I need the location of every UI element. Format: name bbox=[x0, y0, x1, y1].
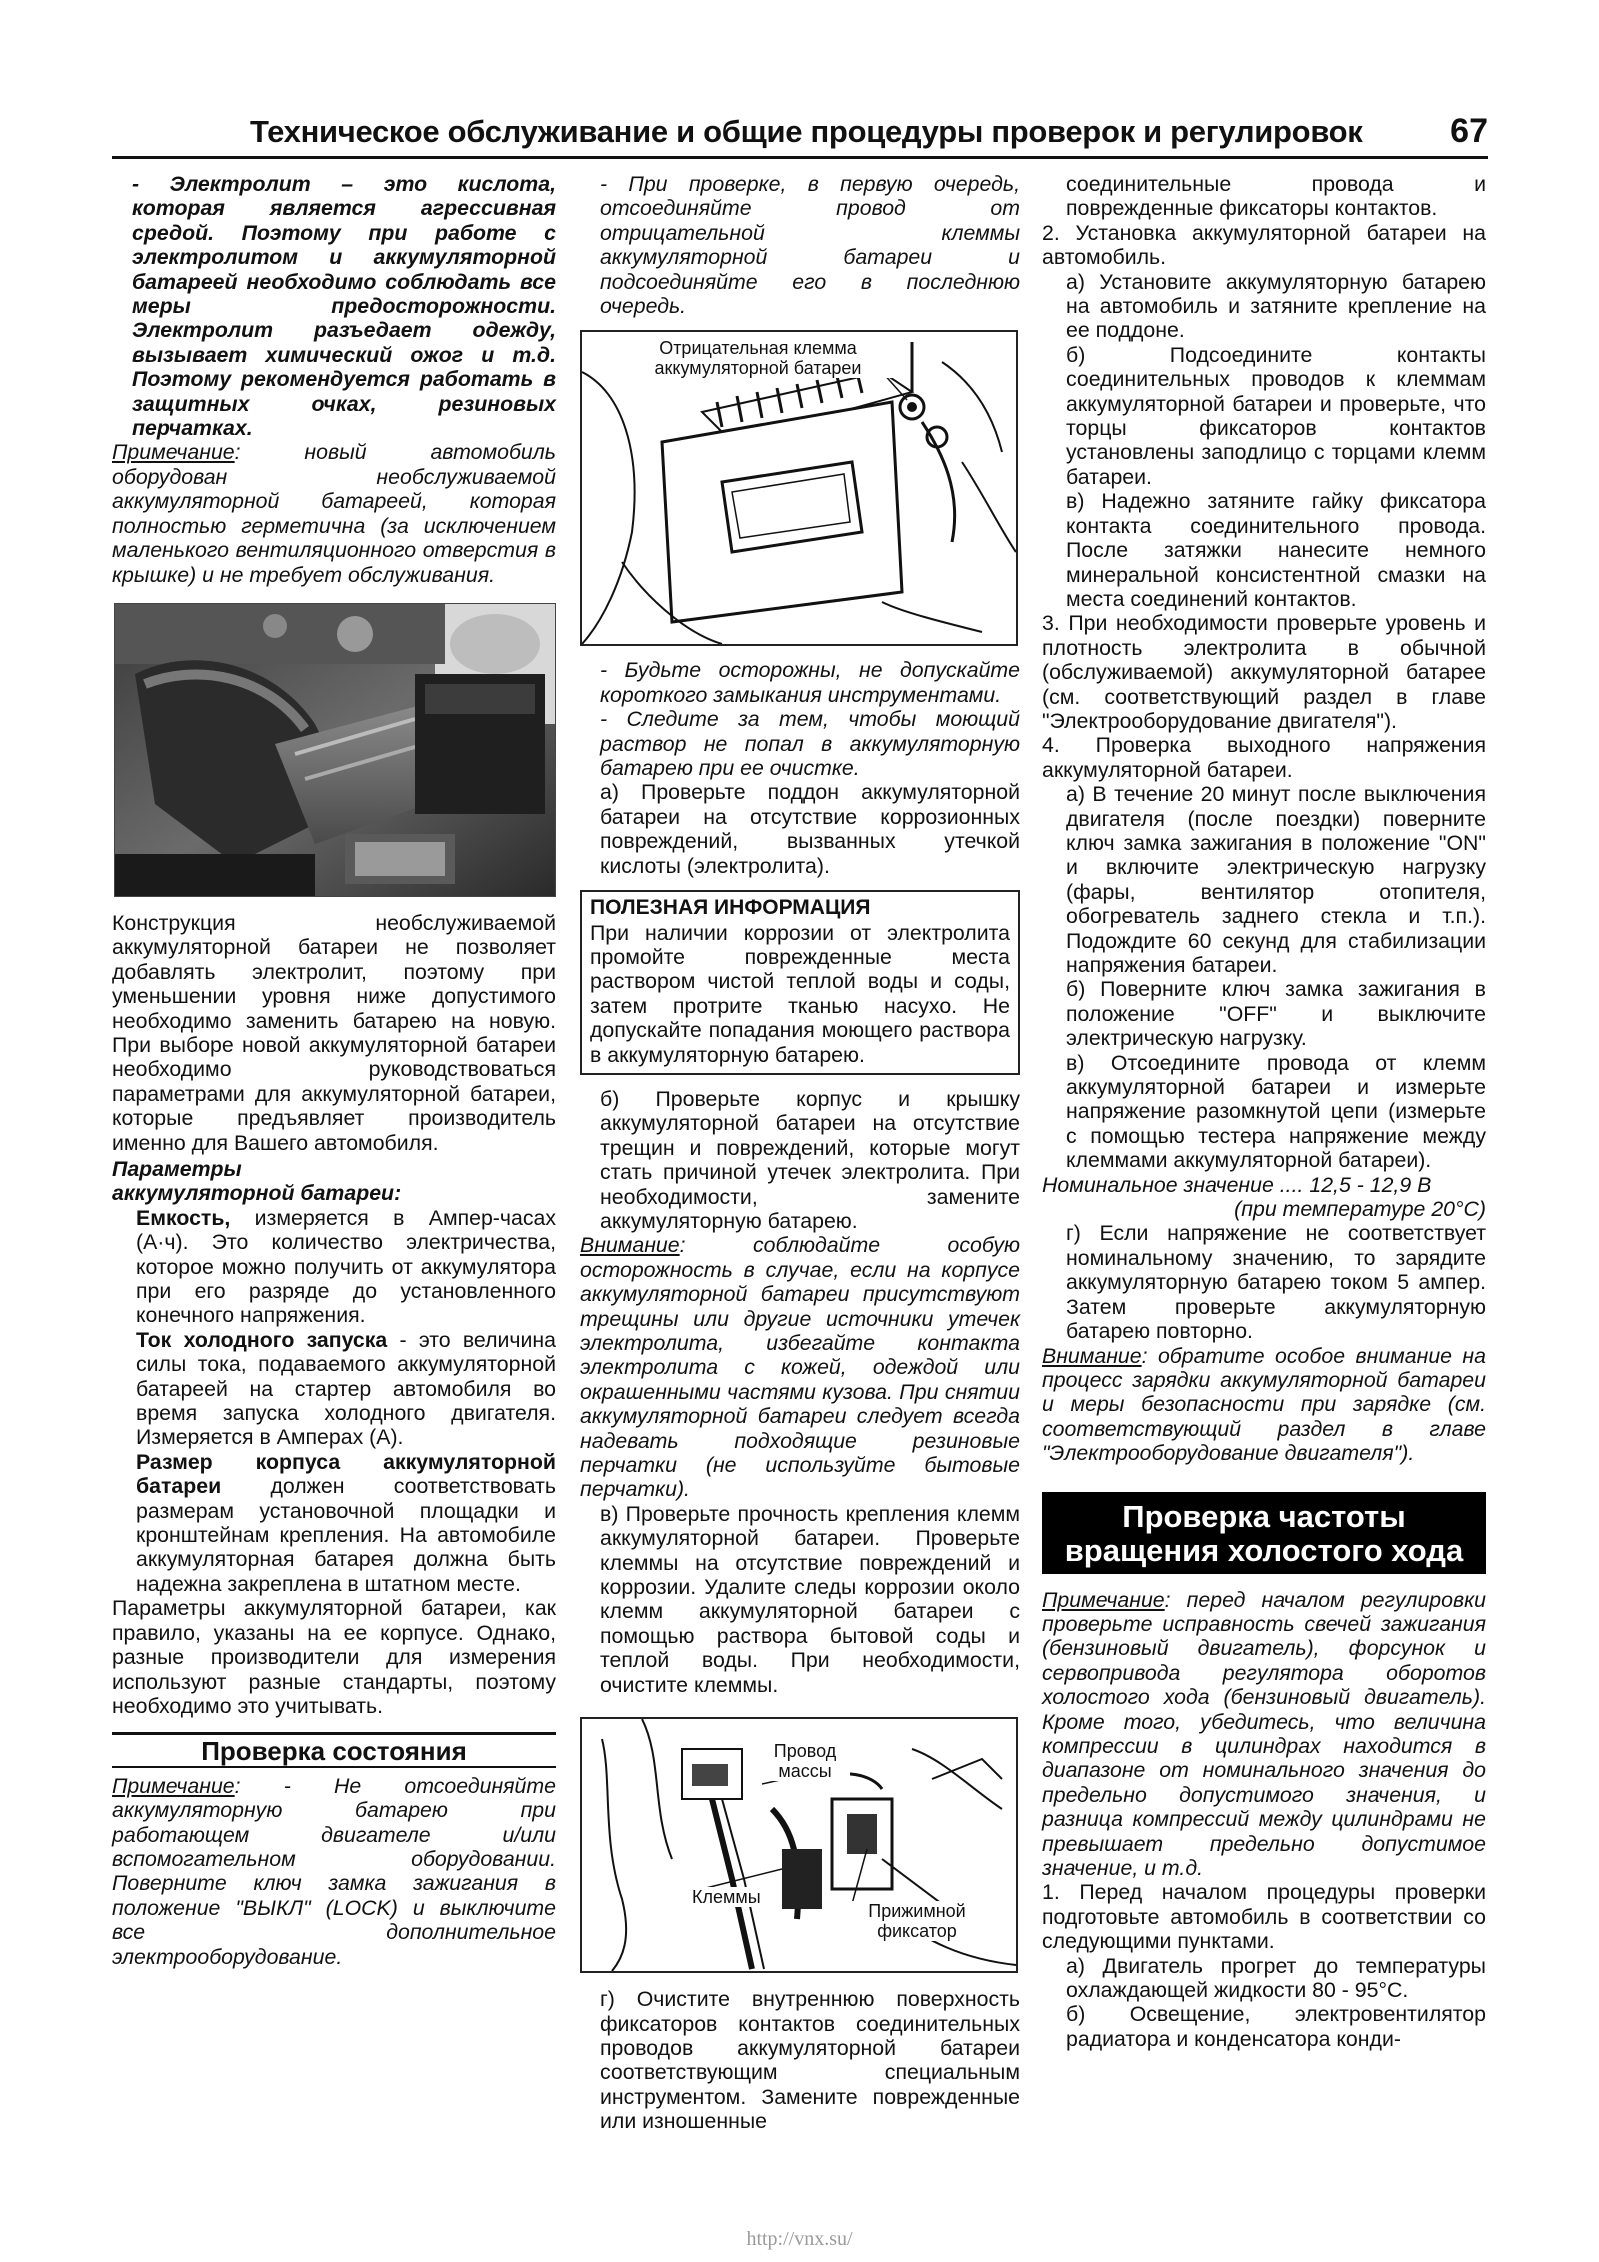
c3-item2: 2. Установка аккумуляторной батареи на автомобиль. bbox=[1042, 220, 1486, 270]
c3-i1: 1. Перед началом процедуры проверки подготовьте автомобиль в соответствии со следующими пунктами. bbox=[1042, 1880, 1486, 1954]
c3-item4v: в) Отсоедините провода от клемм аккумуляторной батареи и измерьте напряжение разомкнутой цепи (измерьте с помощью тестера напряжение между клеммами аккумуляторной батареи). bbox=[1066, 1050, 1486, 1173]
c3-i1a: а) Двигатель прогрет до температуры охлаждающей жидкости 80 - 95°С. bbox=[1066, 1953, 1486, 2003]
section-rule-bottom bbox=[112, 1766, 556, 1768]
fig1-label-text: Отрицательная клемма аккумуляторной батареи bbox=[654, 338, 862, 379]
attention-label: Внимание bbox=[580, 1233, 680, 1258]
note-do-not-disconnect bbox=[112, 1774, 556, 1969]
param-size-term: Размер корпуса аккумуляторной батареи bbox=[136, 1449, 556, 1499]
c3-item4g: г) Если напряжение не соответствует номинальному значению, то зарядите аккумуляторную батарею током 5 ампер. Затем проверьте аккумуляторную батарею повторно. bbox=[1066, 1221, 1486, 1344]
c3-attention-text: : обратите особое внимание на процесс зарядки аккумуляторной батареи и меры безопасности при зарядке (см. соответствующий раздел в главе "Электрооборудование двигателя"). bbox=[1042, 1343, 1486, 1466]
c3-item3: 3. При необходимости проверьте уровень и плотность электролита в обычной (обслуживаемой) аккумуляторной батарее (см. соответствующий раздел в главе "Электрооборудование двигателя"). bbox=[1042, 611, 1486, 733]
section-title-condition: Проверка состояния bbox=[201, 1736, 467, 1767]
note2-text: : - Не отсоединяйте аккумуляторную батарею при работающем двигателе и/или вспомогательном оборудовании. Поверните ключ замка зажигания в положение "ВЫКЛ" (LOCK) и выключите все дополнительное электрооборудование. bbox=[112, 1773, 556, 1969]
c3-note-text: : перед началом регулировки проверьте исправность свечей зажигания (бензиновый двигатель), форсунок и сервопривода регулятора оборотов холостого хода (бензиновый двигатель). Кроме того, убедитесь, что величина компрессии в цилиндрах находится в диапазоне от номинального значения до предельно допустимого значения, и разница компрессий между цилиндрами не превышает предельно допустимое значение, и т.д. bbox=[1042, 1587, 1486, 1880]
fig2-label-terminals bbox=[690, 1887, 763, 1907]
chapter-title: Техническое обслуживание и общие процедуры проверок и регулировок bbox=[250, 114, 1363, 149]
fig2-label-wire bbox=[760, 1741, 850, 1781]
fig1-label bbox=[622, 338, 894, 378]
param-capacity bbox=[112, 1206, 556, 1328]
c3-item2b: б) Подсоедините контакты соединительных проводов к клеммам аккумуляторной батареи и проверьте, что торцы фиксаторов контактов установлены заподлицо с торцами клемм батареи. bbox=[1066, 342, 1486, 489]
attention-cracks bbox=[580, 1233, 1020, 1501]
column-2 bbox=[580, 172, 1020, 2134]
running-header bbox=[112, 110, 1488, 159]
paragraph-params-label: Параметры аккумуляторной батареи, как правило, указаны на ее корпусе. Однако, разные производители для измерения используют разные стандарты, поэтому необходимо это учитывать. bbox=[112, 1596, 556, 1718]
caution-short-circuit: - Будьте осторожны, не допускайте короткого замыкания инструментами. bbox=[600, 658, 1020, 707]
battery-terminal-drawing-icon bbox=[582, 332, 1016, 644]
c3-nominal-temp: (при температуре 20°С) bbox=[1234, 1197, 1486, 1222]
engine-bay-photo-icon bbox=[115, 604, 555, 896]
param-capacity-term: Емкость, bbox=[136, 1205, 231, 1230]
disconnect-negative-first: - При проверке, в первую очередь, отсоединяйте провод от отрицательной клеммы аккумуляторной батареи и подсоединяйте его в последнюю очередь. bbox=[600, 172, 1020, 319]
figure-negative-terminal bbox=[580, 330, 1018, 646]
note-label: Примечание bbox=[112, 440, 235, 465]
useful-info-text: При наличии коррозии от электролита промойте поврежденные места раствором чистой теплой воды и соды, затем протрите тканью насухо. Не допускайте попадания моющего раствора в аккумуляторную батарею. bbox=[590, 920, 1010, 1067]
param-cold-cranking bbox=[112, 1328, 556, 1450]
note2-label: Примечание bbox=[112, 1773, 235, 1798]
c3-continuation: соединительные провода и поврежденные фиксаторы контактов. bbox=[1066, 172, 1486, 221]
c3-attention bbox=[1042, 1344, 1486, 1466]
c3-item4: 4. Проверка выходного напряжения аккумуляторной батареи. bbox=[1042, 733, 1486, 782]
c3-note bbox=[1042, 1588, 1486, 1881]
param-size-text: должен соответствовать размерам установочной площадки и кронштейнам крепления. На автомобиле аккумуляторная батарея должна быть надежна закреплена в штатном месте. bbox=[136, 1474, 556, 1596]
step-b-case: б) Проверьте корпус и крышку аккумуляторной батареи на отсутствие трещин и повреждений, которые могут стать причиной утечек электролита. При необходимости, замените аккумуляторную батарею. bbox=[600, 1086, 1020, 1233]
param-case-size bbox=[112, 1450, 556, 1596]
fig2-label-wire-text: Провод массы bbox=[773, 1741, 837, 1782]
note-maintenance-free bbox=[112, 440, 556, 586]
electrolyte-warning: - Электролит – это кислота, которая является агрессивная средой. Поэтому при работе с электролитом и аккумуляторной батареей необходимо соблюдать все меры предосторожности. Электролит разъедает одежду, вызывает химический ожог и т.д. Поэтому рекомендуется работать в защитных очках, резиновых перчатках. bbox=[132, 172, 556, 441]
column-1 bbox=[112, 172, 556, 1969]
section-title-idle-speed: Проверка частоты вращения холостого хода bbox=[1042, 1492, 1486, 1574]
params-title-line2: аккумуляторной батареи: bbox=[112, 1181, 402, 1206]
fig2-label-clamp-text: Прижимной фиксатор bbox=[868, 1901, 966, 1942]
figure-ground-wire bbox=[580, 1717, 1018, 1973]
page-number: 67 bbox=[1450, 112, 1488, 150]
params-title-line1: Параметры bbox=[112, 1156, 242, 1181]
c3-item4a: а) В течение 20 минут после выключения двигателя (после поездки) поверните ключ замка зажигания в положение "ON" и включите электрическую нагрузку (фары, вентилятор отопителя, обогреватель заднего стекла и т.п.). Подождите 60 секунд для стабилизации напряжения батареи. bbox=[1066, 782, 1486, 977]
caution-cleaning: - Следите за тем, чтобы моющий раствор не попал в аккумуляторную батарею при ее очистке. bbox=[600, 707, 1020, 781]
footer-url: http://vnx.su/ bbox=[746, 2228, 853, 2250]
useful-info-title: ПОЛЕЗНАЯ ИНФОРМАЦИЯ bbox=[590, 896, 871, 920]
params-title bbox=[112, 1157, 556, 1206]
fig2-label-terminals-text: Клеммы bbox=[692, 1887, 761, 1908]
c3-item4b: б) Поверните ключ замка зажигания в положение "OFF" и выключите электрическую нагрузку. bbox=[1066, 977, 1486, 1051]
step-g-clean: г) Очистите внутреннюю поверхность фиксаторов контактов соединительных проводов аккумуляторной батареи соответствующим специальным инструментом. Замените поврежденные или изношенные bbox=[600, 1987, 1020, 2134]
paragraph-maintenance-free: Конструкция необслуживаемой аккумуляторной батареи не позволяет добавлять электролит, поэтому при уменьшении уровня ниже допустимого необходимо заменить батарею на новую. При выборе новой аккумуляторной батареи необходимо руководствоваться параметрами для аккумуляторной батареи, которые предъявляет производитель именно для Вашего автомобиля. bbox=[112, 910, 556, 1155]
step-a-tray: а) Проверьте поддон аккумуляторной батареи на отсутствие коррозионных повреждений, вызванных утечкой кислоты (электролита). bbox=[600, 780, 1020, 878]
c3-item2a: а) Установите аккумуляторную батарею на автомобиль и затяните крепление на ее поддоне. bbox=[1066, 269, 1486, 343]
param-capacity-text: измеряется в Ампер-часах (А·ч). Это количество электричества, которое можно получить от аккумулятора при его разряде до установленного конечного напряжения. bbox=[136, 1205, 556, 1328]
param-cold-text: - это величина силы тока, подаваемого аккумуляторной батареей на стартер автомобиля во время запуска холодного двигателя. Измеряется в Амперах (А). bbox=[136, 1327, 556, 1450]
fig2-label-clamp bbox=[850, 1901, 984, 1941]
param-cold-term: Ток холодного запуска bbox=[136, 1327, 388, 1352]
useful-info-box bbox=[580, 890, 1020, 1075]
step-v-terminals: в) Проверьте прочность крепления клемм аккумуляторной батареи. Проверьте клеммы на отсутствие повреждений и коррозии. Удалите следы коррозии около клемм аккумуляторной батареи с помощью раствора бытовой соды и теплой воды. При необходимости, очистите клеммы. bbox=[600, 1501, 1020, 1697]
c3-i1b: б) Освещение, электровентилятор радиатора и конденсатора конди- bbox=[1066, 2002, 1486, 2051]
c3-attention-label: Внимание bbox=[1042, 1343, 1142, 1368]
column-3 bbox=[1042, 172, 1486, 2051]
engine-bay-photo bbox=[114, 603, 556, 897]
c3-item2v: в) Надежно затяните гайку фиксатора контакта соединительного провода. После затяжки нанесите немного минеральной консистентной смазки на места соединений контактов. bbox=[1066, 489, 1486, 611]
attention-text: : соблюдайте особую осторожность в случае, если на корпусе аккумуляторной батареи присутствуют трещины или другие источники утечек электролита, избегайте контакта электролита с кожей, одеждой или окрашенными частями кузова. При снятии аккумуляторной батареи следует всегда надевать подходящие резиновые перчатки (не используйте бытовые перчатки). bbox=[580, 1233, 1020, 1502]
note-text: : новый автомобиль оборудован необслуживаемой аккумуляторной батареей, которая полностью герметична (за исключением маленького вентиляционного отверстия в крышке) и не требует обслуживания. bbox=[112, 440, 556, 587]
c3-nominal: Номинальное значение .... 12,5 - 12,9 В bbox=[1042, 1172, 1432, 1197]
c3-note-label: Примечание bbox=[1042, 1587, 1165, 1612]
